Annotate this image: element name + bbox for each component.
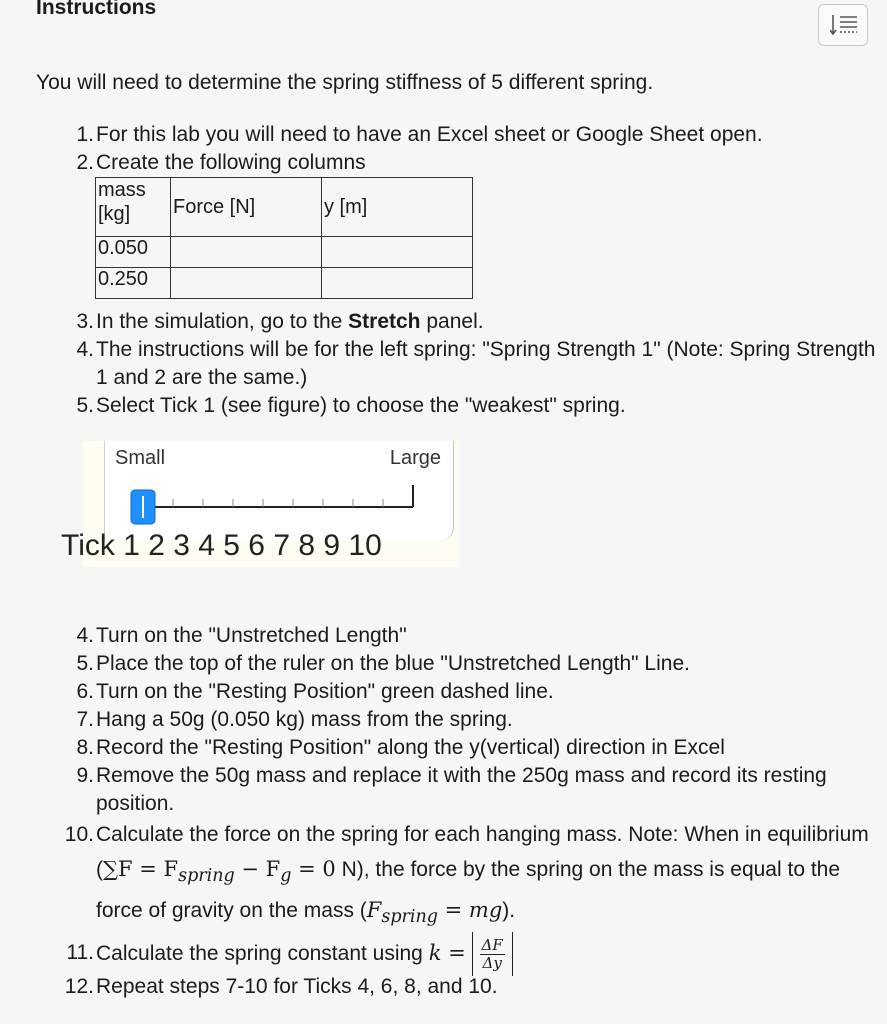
table-row — [96, 237, 473, 268]
slider-large-label: Large — [389, 447, 441, 469]
steps-list-b — [71, 308, 881, 420]
steps-list-d — [64, 930, 881, 1001]
steps-list-c — [64, 622, 881, 934]
table-header-cell: Force [N] — [171, 178, 322, 237]
list-item: 8. Record the "Resting Position" along the y(vertical) direction in Excel — [76, 736, 725, 759]
table-of-contents-button[interactable] — [818, 4, 868, 46]
list-item: 5. Select Tick 1 (see figure) to choose the "weakest" spring. — [76, 394, 626, 417]
table-of-contents-icon — [830, 13, 858, 39]
list-item: 10. Calculate the force on the spring for each hanging mass. Note: When in equilibrium ($\sum F = F_{spring} - F_g = 0$ N), the force by the spring on the mass is equal to the force of gravity on the mass $(F_{spring} = mg)$. — [64, 823, 869, 928]
page-title: Instructions — [36, 0, 157, 19]
slider-tick-marks — [143, 485, 413, 507]
list-item: 5. Place the top of the ruler on the blue "Unstretched Length" Line. — [76, 652, 690, 675]
table-row — [96, 268, 473, 299]
list-item: 3. In the simulation, go to the Stretch panel. — [76, 310, 484, 333]
list-item: 1. For this lab you will need to have an Excel sheet or Google Sheet open. — [76, 123, 763, 146]
table-cell — [322, 237, 473, 268]
list-item: 4. Turn on the "Unstretched Length" — [76, 624, 407, 647]
table-cell — [322, 268, 473, 299]
table-cell: 0.050 — [96, 237, 171, 268]
list-item: 6. Turn on the "Resting Position" green dashed line. — [76, 680, 554, 703]
table-cell — [171, 268, 322, 299]
slider-track-svg — [83, 441, 459, 541]
list-item: 4. The instructions will be for the left spring: "Spring Strength 1" (Note: Spring Strength 1 and 2 are the same.) — [76, 338, 876, 389]
spring-constant-formula: $\frac{\Delta F}{\Delta y}$ — [472, 932, 513, 976]
intro-text: You will need to determine the spring stiffness of 5 different spring. — [36, 71, 654, 94]
tick-numbers-label: Tick 1 2 3 4 5 6 7 8 9 10 — [61, 529, 382, 562]
table-header-row — [96, 178, 473, 237]
list-item: 12. Repeat steps 7-10 for Ticks 4, 6, 8, and 10. — [64, 975, 498, 998]
stretch-panel-name: Stretch — [348, 310, 421, 333]
table-cell — [171, 237, 322, 268]
data-columns-table — [95, 177, 473, 299]
table-cell: 0.250 — [96, 268, 171, 299]
list-item: 7. Hang a 50g (0.050 kg) mass from the spring. — [76, 708, 513, 731]
slider-small-label: Small — [115, 447, 166, 469]
table-header-cell: mass [kg] — [96, 178, 171, 237]
spring-strength-slider-figure — [61, 441, 459, 567]
table-header-cell: y [m] — [322, 178, 473, 237]
steps-list-a — [71, 121, 881, 177]
list-item: 2. Create the following columns — [76, 151, 366, 174]
list-item: 9. Remove the 50g mass and replace it with the 250g mass and record its resting position. — [76, 764, 827, 815]
list-item: 11. Calculate the spring constant using k = $\frac{\Delta F}{\Delta y}$ — [71, 930, 881, 977]
